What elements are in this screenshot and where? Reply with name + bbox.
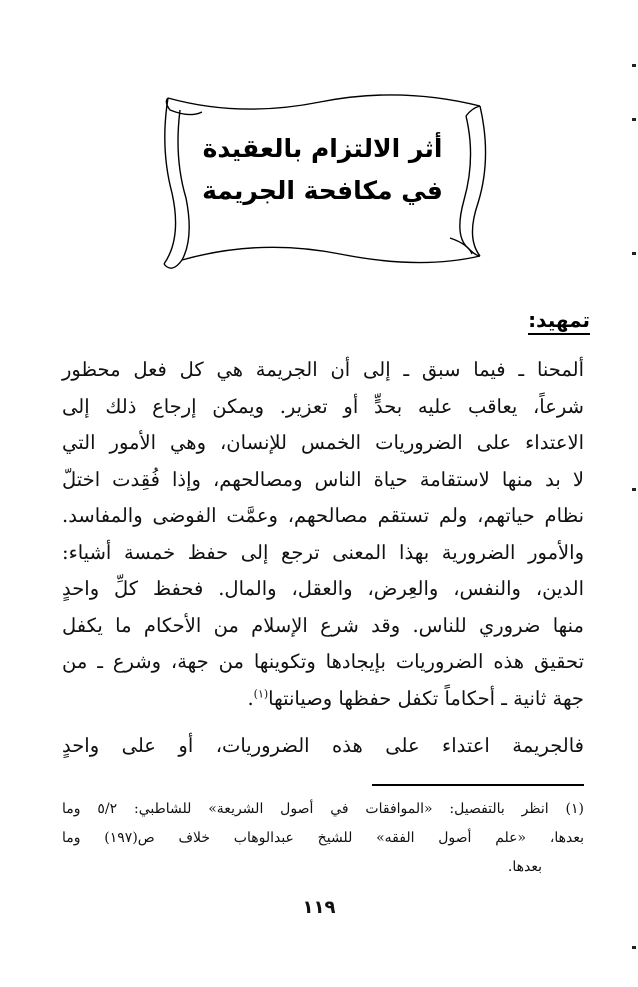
edge-mark [632,252,636,255]
edge-mark [632,946,636,949]
paragraph-end-punctuation: . [247,686,254,710]
chapter-title [190,128,455,212]
paragraph-line: الدين، والنفس، والعِرض، والعقل، والمال. فحفظ كلِّ واحدٍ [62,577,584,600]
chapter-title-scroll [150,88,495,278]
footnote-line: بعدها، «علم أصول الفقه» للشيخ عبدالوهاب خلاف ص(١٩٧) وما [62,830,585,846]
edge-mark [632,64,636,67]
paragraph-line: نظام حياتهم، ولم تستقم مصالحهم، وعمَّت الفوضى والمفاسد. [62,504,584,527]
footnote [62,795,584,882]
paragraph-1 [62,352,584,717]
paragraph-line: الاعتداء على الضروريات الخمس للإنسان، وهي الأمور التي [62,431,584,454]
paragraph-line: لا بد منها لاستقامة حياة الناس ومصالحهم، وإذا فُقِدت اختلّ [62,467,584,491]
paragraph-line: تحقيق هذه الضروريات بإيجادها وتكوينها من جهة، وشرع ـ من [62,650,584,673]
paragraph-line [62,681,584,718]
paragraph-line: شرعاً، يعاقب عليه بحدٍّ أو تعزير. ويمكن إرجاع ذلك إلى [62,394,584,418]
paragraph-line: والأمور الضرورية بهذا المعنى ترجع إلى حفظ خمسة أشياء: [62,540,584,564]
paragraph-2: فالجريمة اعتداء على هذه الضروريات، أو على واحدٍ [62,734,584,757]
edge-mark [632,118,636,121]
edge-mark [632,488,636,491]
page-number: ١١٩ [302,897,336,918]
chapter-title-line-2: في مكافحة الجريمة [202,176,443,205]
footnote-line: (١) انظر بالتفصيل: «الموافقات في أصول الشريعة» للشاطبي: ٥/٢ وما [62,801,584,817]
paragraph-line: منها ضروري للناس. وقد شرع الإسلام من الأحكام ما يكفل [62,613,584,637]
chapter-title-line-1: أثر الالتزام بالعقيدة [202,134,443,163]
footnote-line: بعدها. [507,859,542,875]
footnote-divider [372,784,584,786]
paragraph-line: ألمحنا ـ فيما سبق ـ إلى أن الجريمة هي كل فعل محظور [62,358,584,381]
paragraph-line-text: جهة ثانية ـ أحكاماً تكفل حفظها وصيانتها [268,686,584,710]
footnote-reference[interactable]: (١) [253,687,269,700]
section-heading: تمهيد: [528,308,590,335]
